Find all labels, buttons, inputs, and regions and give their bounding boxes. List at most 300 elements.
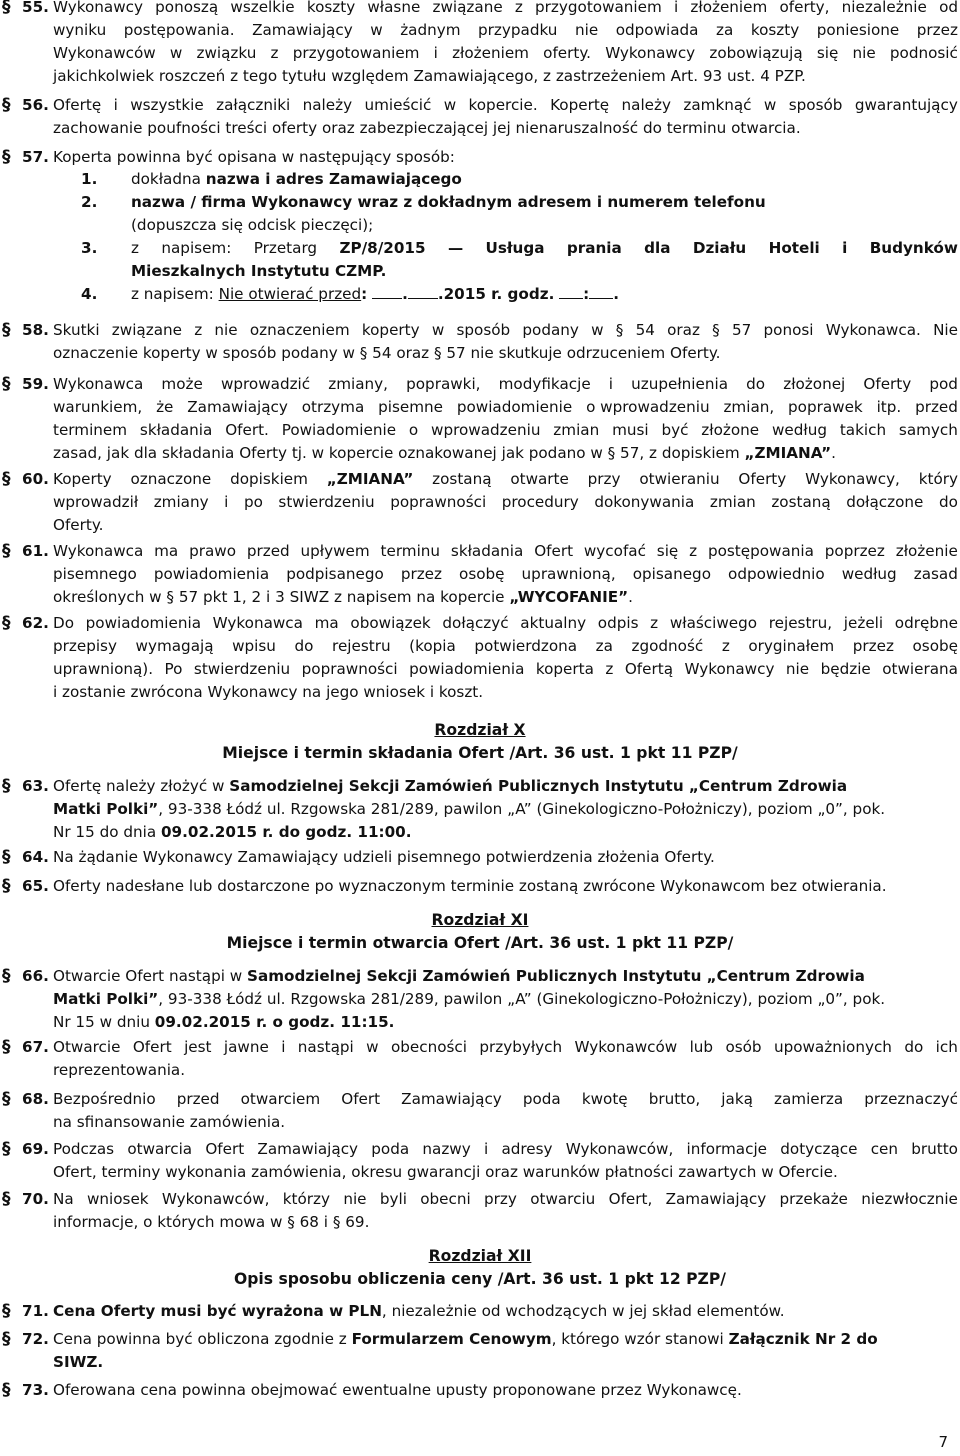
paragraph-number: 57. xyxy=(22,148,49,166)
word: własne xyxy=(367,0,421,16)
word: Wykonawców xyxy=(53,44,156,62)
word: osobę xyxy=(912,637,958,655)
word: oznaczone xyxy=(130,470,212,488)
word: Ofert. xyxy=(225,421,269,439)
list-item-number: 2. xyxy=(81,193,98,211)
word: Ofertę xyxy=(53,96,102,114)
paragraph-number: 64. xyxy=(22,848,49,866)
word: przed xyxy=(915,398,958,416)
word: według xyxy=(841,565,897,583)
text-line: zachowanie poufności treści oferty oraz zabezpieczającej jej nienaruszalność do terminu otwarcia. xyxy=(53,119,801,137)
word: zmian xyxy=(553,421,600,439)
list-item-number: 3. xyxy=(81,239,98,257)
blank-field xyxy=(589,284,613,299)
list-item-number: 1. xyxy=(81,170,98,188)
word: Na xyxy=(53,1190,74,1208)
word: potwierdzona xyxy=(474,637,578,655)
paragraph-number: 65. xyxy=(22,877,49,895)
word: odrębne xyxy=(894,614,958,632)
word: pisemne xyxy=(378,398,443,416)
word: rejestru, xyxy=(768,614,833,632)
word: Oferty xyxy=(738,470,787,488)
word: oraz xyxy=(667,321,700,339)
section-symbol: § xyxy=(2,1189,11,1209)
word: poprzez xyxy=(824,542,885,560)
word: Hoteli xyxy=(768,239,820,257)
word: Wykonawców, xyxy=(565,1140,674,1158)
blank-field xyxy=(372,284,402,299)
word: przybyłych xyxy=(479,1038,563,1056)
word: informacje xyxy=(686,1140,768,1158)
word: Usługa xyxy=(485,239,545,257)
word: opisanego xyxy=(632,565,711,583)
word: wprowadził xyxy=(53,493,139,511)
word: wprowadzeniu xyxy=(431,421,541,439)
word: byli xyxy=(379,1190,407,1208)
word: otrzyma xyxy=(301,398,365,416)
word: — xyxy=(447,239,464,257)
word: § xyxy=(615,321,624,339)
word: podany xyxy=(522,321,579,339)
word: wprowadzić xyxy=(220,375,311,393)
word: należy xyxy=(621,96,671,114)
word: zasad xyxy=(913,565,958,583)
chapter-subtitle: Miejsce i termin składania Ofert /Art. 36 ust. 1 pkt 11 PZP/ xyxy=(222,744,738,762)
word: zobowiązują xyxy=(709,44,803,62)
word: wymagają xyxy=(135,637,214,655)
paragraph-number: 59. xyxy=(22,375,49,393)
word: z xyxy=(650,614,659,632)
word: z xyxy=(131,239,139,257)
word: przepisy xyxy=(53,637,117,655)
word: Działu xyxy=(692,239,747,257)
paragraph-number: 66. xyxy=(22,967,49,985)
section-symbol: § xyxy=(2,1037,11,1057)
text-line xyxy=(53,94,958,117)
word: rejestru xyxy=(332,637,391,655)
word: za xyxy=(595,637,613,655)
word: upływem xyxy=(300,542,370,560)
word: Wykonawcy xyxy=(684,660,775,678)
word: i xyxy=(483,1140,489,1158)
word: w xyxy=(431,321,445,339)
word: postępowania. xyxy=(123,21,235,39)
word: Ofert, xyxy=(608,1190,653,1208)
word: umieścić xyxy=(364,96,432,114)
text-line: Ofert, terminy wykonania zamówienia, okresu gwarancji oraz warunków płatności zawartych w Ofercie. xyxy=(53,1163,838,1181)
word: nie xyxy=(214,321,238,339)
word: otwarciem xyxy=(240,1090,321,1108)
word: warunkiem, xyxy=(53,398,143,416)
word: Do xyxy=(53,614,74,632)
word: otwarte xyxy=(510,470,569,488)
word: i xyxy=(113,96,118,114)
list-item-number: 4. xyxy=(81,285,98,303)
word: Podczas xyxy=(53,1140,115,1158)
word: Zamawiający xyxy=(187,398,288,416)
word: zgodność xyxy=(631,637,704,655)
word: się xyxy=(816,44,839,62)
word: oferty. xyxy=(543,44,591,62)
word: Wykonawcy xyxy=(605,44,696,62)
word: poda xyxy=(371,1140,410,1158)
word: dopiskiem xyxy=(230,470,308,488)
word: z xyxy=(270,44,279,62)
word: i xyxy=(842,239,848,257)
word: związku xyxy=(196,44,257,62)
text-line: Matki Polki”, 93-338 Łódź ul. Rzgowska 281/289, pawilon „A” (Ginekologiczno-Położniczy), poziom „0”, pok. xyxy=(53,990,886,1008)
section-symbol: § xyxy=(2,776,11,796)
word: jaką xyxy=(721,1090,753,1108)
word: ma xyxy=(154,542,179,560)
word: nie xyxy=(574,21,599,39)
section-symbol: § xyxy=(2,1139,11,1159)
word: należy xyxy=(302,96,353,114)
text-line: reprezentowania. xyxy=(53,1061,186,1079)
word: terminem xyxy=(53,421,128,439)
chapter-title: Rozdział X xyxy=(434,721,526,739)
word: ponosi xyxy=(763,321,814,339)
word: terminu xyxy=(380,542,441,560)
word: Powiadomienie xyxy=(281,421,397,439)
word: gwarantujący xyxy=(854,96,958,114)
word: Wykonawca xyxy=(212,614,303,632)
word: nie xyxy=(852,44,876,62)
word: wycofać xyxy=(583,542,646,560)
chapter-title: Rozdział XII xyxy=(428,1247,532,1265)
text-line: zasad, jak dla składania Oferty tj. w kopercie oznakowanej jak podano w § 57, z dopiskiem „ZMIANA”. xyxy=(53,444,836,462)
text-line: Oferty. xyxy=(53,516,104,534)
text-line: Otwarcie Ofert nastąpi w Samodzielnej Sekcji Zamówień Publicznych Instytutu „Centrum Zdrowia xyxy=(53,967,865,985)
word: złożeniem xyxy=(690,0,768,16)
word: cen xyxy=(870,1140,899,1158)
word: poprawności xyxy=(390,493,487,511)
word: osobę xyxy=(459,565,505,583)
word: Koperty xyxy=(53,470,112,488)
section-symbol: § xyxy=(2,0,11,17)
word: i xyxy=(224,493,229,511)
text-line xyxy=(53,612,958,635)
word: obecności xyxy=(390,1038,467,1056)
word: powiadomienia xyxy=(153,565,270,583)
word: Nie xyxy=(933,321,958,339)
word: przypadku xyxy=(478,21,558,39)
paragraph-number: 55. xyxy=(22,0,49,16)
word: ponoszą xyxy=(155,0,219,16)
text-line xyxy=(53,373,958,396)
word: koperty xyxy=(361,321,420,339)
section-symbol: § xyxy=(2,541,11,561)
word: przygotowaniem xyxy=(292,44,420,62)
section-symbol: § xyxy=(2,147,11,167)
word: Wykonawcy xyxy=(53,0,143,16)
paragraph-number: 71. xyxy=(22,1302,49,1320)
word: (kopia xyxy=(409,637,456,655)
list-item-continuation: (dopuszcza się odcisk pieczęci); xyxy=(131,216,374,234)
word: związane xyxy=(432,0,503,16)
word: w xyxy=(591,321,604,339)
word: z xyxy=(689,542,698,560)
word: wpisu xyxy=(232,637,276,655)
word: Wykonawca. xyxy=(825,321,921,339)
word: nastąpi xyxy=(297,1038,354,1056)
word: być xyxy=(661,421,689,439)
word: lub xyxy=(689,1038,714,1056)
page-number: 7 xyxy=(938,1433,948,1451)
text-line: Koperta powinna być opisana w następujący sposób: xyxy=(53,148,455,166)
word: Ofert xyxy=(205,1140,245,1158)
section-symbol: § xyxy=(2,613,11,633)
word: Zamawiający xyxy=(401,1090,502,1108)
text-line: Nr 15 w dniu 09.02.2015 r. o godz. 11:15. xyxy=(53,1013,395,1031)
word: przed xyxy=(176,1090,220,1108)
list-item: z napisem: Nie otwierać przed: . .2015 r. godz. : . xyxy=(131,285,620,303)
word: powiadomienie xyxy=(456,398,573,416)
word: zmian, xyxy=(723,398,775,416)
paragraph-number: 72. xyxy=(22,1330,49,1348)
word: nie xyxy=(785,660,810,678)
paragraph-number: 67. xyxy=(22,1038,49,1056)
word: Ofert xyxy=(132,1038,172,1056)
text-line xyxy=(53,540,958,563)
text-line: Oferty nadesłane lub dostarczone po wyznaczonym terminie zostaną zwrócone Wykonawcom bez otwierania. xyxy=(53,877,887,895)
word: poprawności xyxy=(301,660,398,678)
word: napisem: xyxy=(161,239,232,257)
word: Skutki xyxy=(53,321,100,339)
word: przed xyxy=(246,542,290,560)
word: brutto, xyxy=(648,1090,701,1108)
text-line xyxy=(53,563,958,586)
word: obowiązek xyxy=(350,614,431,632)
section-symbol: § xyxy=(2,876,11,896)
list-item: nazwa / firma Wykonawcy wraz z dokładnym adresem i numerem telefonu xyxy=(131,193,766,211)
chapter-title: Rozdział XI xyxy=(431,911,529,929)
word: Wykonawcy, xyxy=(805,470,900,488)
word: adresy xyxy=(501,1140,553,1158)
word: w xyxy=(443,96,457,114)
word: ma xyxy=(314,614,339,632)
text-line xyxy=(53,396,958,419)
word: niezależnie xyxy=(841,0,927,16)
word: i xyxy=(281,1038,286,1056)
paragraph-number: 70. xyxy=(22,1190,49,1208)
word: do xyxy=(904,1038,924,1056)
word: powiadomienia xyxy=(85,614,201,632)
word: uzupełnienia xyxy=(631,375,729,393)
word: przy xyxy=(587,470,621,488)
chapter-subtitle: Miejsce i termin otwarcia Ofert /Art. 36 ust. 1 pkt 11 PZP/ xyxy=(226,934,734,952)
word: musi xyxy=(612,421,649,439)
text-line xyxy=(53,1138,958,1161)
word: Zamawiający xyxy=(252,21,353,39)
paragraph-number: 68. xyxy=(22,1090,49,1108)
text-line xyxy=(53,1088,958,1111)
word: „ZMIANA” xyxy=(326,470,414,488)
text-line: Cena Oferty musi być wyrażona w PLN, niezależnie od wchodzących w jej skład elementów. xyxy=(53,1302,785,1320)
word: Otwarcie xyxy=(53,1038,121,1056)
word: żadnym xyxy=(400,21,461,39)
word: wszelkie xyxy=(230,0,295,16)
word: zostaną xyxy=(432,470,492,488)
word: Wykonawca xyxy=(53,542,144,560)
word: otwarcia xyxy=(127,1140,193,1158)
word: właściwego xyxy=(669,614,758,632)
word: pisemnego xyxy=(53,565,137,583)
word: Wykonawca xyxy=(53,375,144,393)
word: w xyxy=(366,1038,379,1056)
word: podnosić xyxy=(889,44,958,62)
word: się xyxy=(656,542,679,560)
word: poprawek xyxy=(788,398,863,416)
word: Ofert xyxy=(534,542,574,560)
word: nie xyxy=(343,1190,367,1208)
word: składania xyxy=(139,421,213,439)
word: itp. xyxy=(876,398,902,416)
word: z xyxy=(514,0,523,16)
word: zmian xyxy=(709,493,756,511)
word: zmiany xyxy=(153,493,209,511)
paragraph-number: 60. xyxy=(22,470,49,488)
word: otwarciu xyxy=(530,1190,596,1208)
text-line xyxy=(53,1188,958,1211)
word: w xyxy=(763,96,777,114)
text-line xyxy=(53,1036,958,1059)
word: procedury xyxy=(501,493,579,511)
word: 57 xyxy=(731,321,752,339)
word: ZP/8/2015 xyxy=(339,239,426,257)
word: przekaże xyxy=(779,1190,848,1208)
word: który xyxy=(918,470,958,488)
word: będzie xyxy=(820,660,871,678)
list-item-continuation: Mieszkalnych Instytutu CZMP. xyxy=(131,262,387,280)
section-symbol: § xyxy=(2,469,11,489)
text-line: oznaczenie koperty w sposób podany w § 54 oraz § 57 nie skutkuje odrzuceniem Oferty. xyxy=(53,344,721,362)
section-symbol: § xyxy=(2,320,11,340)
list-item: dokładna nazwa i adres Zamawiającego xyxy=(131,170,462,188)
word: Kopertę xyxy=(550,96,610,114)
word: prania xyxy=(566,239,622,257)
text-line xyxy=(53,635,958,658)
section-symbol: § xyxy=(2,1089,11,1109)
word: jest xyxy=(184,1038,212,1056)
word: od xyxy=(939,0,958,16)
word: przygotowaniem xyxy=(535,0,662,16)
word: takich xyxy=(839,421,887,439)
text-line: SIWZ. xyxy=(53,1353,104,1371)
word: upoważnionych xyxy=(773,1038,892,1056)
blank-field xyxy=(559,284,583,299)
paragraph-number: 62. xyxy=(22,614,49,632)
word: brutto xyxy=(911,1140,958,1158)
word: że xyxy=(156,398,174,416)
word: poda xyxy=(522,1090,561,1108)
word: załączniki xyxy=(216,96,291,114)
word: dla xyxy=(644,239,671,257)
word: może xyxy=(161,375,203,393)
word: prawo xyxy=(189,542,236,560)
section-symbol: § xyxy=(2,1380,11,1400)
word: samych xyxy=(898,421,958,439)
word: Zamawiający xyxy=(257,1140,359,1158)
word: Oferty xyxy=(863,375,912,393)
word: stwierdzeniu xyxy=(193,660,291,678)
word: przez xyxy=(916,21,958,39)
word: 54 xyxy=(635,321,655,339)
text-line: określonych w § 57 pkt 1, 2 i 3 SIWZ z napisem na kopercie „WYCOFANIE”. xyxy=(53,588,633,606)
text-line xyxy=(53,0,958,19)
word: Budynków xyxy=(869,239,958,257)
word: oferty, xyxy=(779,0,830,16)
word: z xyxy=(194,321,203,339)
word: do xyxy=(294,637,314,655)
word: wszystkie xyxy=(130,96,204,114)
word: Ofert xyxy=(341,1090,381,1108)
word: poniesione xyxy=(816,21,900,39)
word: związane xyxy=(111,321,182,339)
paragraph-number: 56. xyxy=(22,96,49,114)
text-line: Matki Polki”, 93-338 Łódź ul. Rzgowska 281/289, pawilon „A” (Ginekologiczno-Położniczy), poziom „0”, pok. xyxy=(53,800,886,818)
word: w xyxy=(169,44,183,62)
paragraph-number: 63. xyxy=(22,777,49,795)
paragraph-number: 61. xyxy=(22,542,49,560)
word: kopercie. xyxy=(468,96,538,114)
paragraph-number: 73. xyxy=(22,1381,49,1399)
word: o wprowadzeniu xyxy=(586,398,710,416)
word: Przetarg xyxy=(253,239,318,257)
word: po xyxy=(243,493,263,511)
word: i xyxy=(673,0,679,16)
word: uprawnioną). xyxy=(53,660,154,678)
word: dołączyć xyxy=(442,614,509,632)
text-line: Cena powinna być obliczona zgodnie z Formularzem Cenowym, którego wzór stanowi Załącznik Nr 2 do xyxy=(53,1330,878,1348)
word: Wykonawców xyxy=(574,1038,678,1056)
word: zostaną xyxy=(771,493,831,511)
word: koszty xyxy=(750,21,800,39)
word: przez xyxy=(400,565,442,583)
word: zmiany, xyxy=(328,375,388,393)
text-line: na sfinansowanie zamówienia. xyxy=(53,1113,286,1131)
paragraph-number: 58. xyxy=(22,321,49,339)
word: uprawnioną, xyxy=(521,565,616,583)
text-line xyxy=(53,491,958,514)
word: odpis xyxy=(597,614,639,632)
word: poprawki, xyxy=(406,375,481,393)
word: § xyxy=(712,321,720,339)
word: przez xyxy=(852,637,894,655)
section-symbol: § xyxy=(2,95,11,115)
word: przeznaczyć xyxy=(864,1090,958,1108)
section-symbol: § xyxy=(2,1301,11,1321)
word: Bezpośrednio xyxy=(53,1090,156,1108)
text-line xyxy=(53,419,958,442)
text-line xyxy=(53,42,958,65)
word: wyniku xyxy=(53,21,107,39)
word: według xyxy=(771,421,827,439)
word: modyfikacje xyxy=(498,375,591,393)
word: w xyxy=(370,21,383,39)
word: do xyxy=(746,375,766,393)
word: i xyxy=(433,44,438,62)
word: złożone xyxy=(701,421,760,439)
text-line: informacje, o których mowa w § 68 i § 69. xyxy=(53,1213,370,1231)
word: otwierana xyxy=(882,660,958,678)
word: za xyxy=(716,21,734,39)
word: oznaczeniem xyxy=(249,321,350,339)
word: i xyxy=(608,375,614,393)
chapter-subtitle: Opis sposobu obliczenia ceny /Art. 36 ust. 1 pkt 12 PZP/ xyxy=(234,1270,726,1288)
text-line: jakichkolwiek roszczeń z tego tytułu względem Zamawiającego, z zastrzeżeniem Art. 93 ust. 4 PZP. xyxy=(53,67,806,85)
section-symbol: § xyxy=(2,374,11,394)
